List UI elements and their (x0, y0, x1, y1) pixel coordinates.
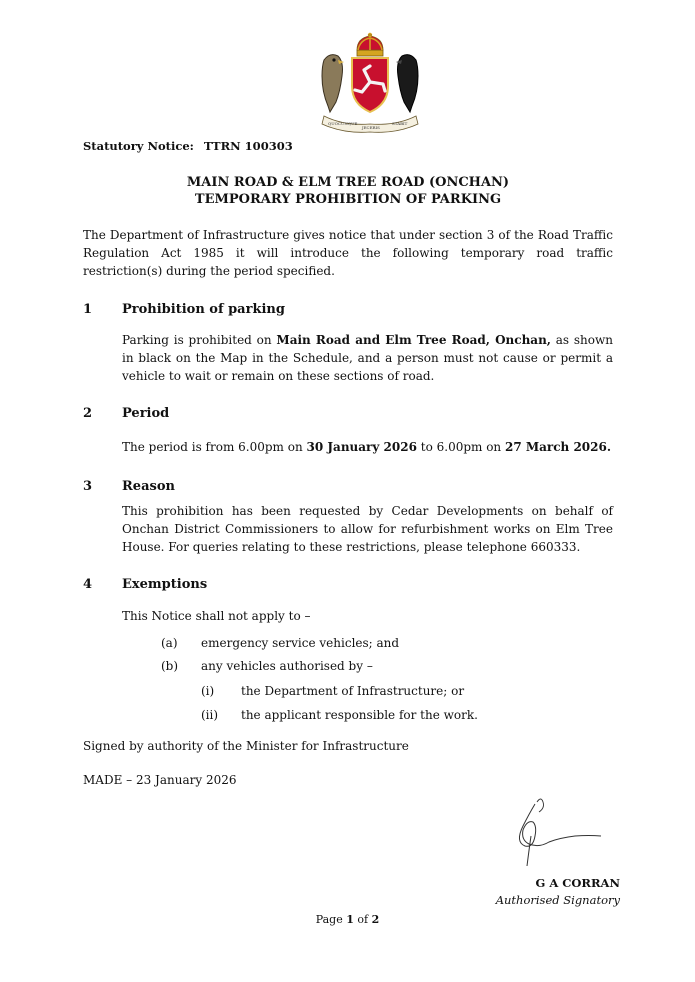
page-word: Page (315, 913, 343, 926)
exemption-b-i-text: the Department of Infrastructure; or (241, 684, 465, 698)
page-total: 2 (371, 913, 380, 926)
motto-word-1: QUOCUNQUE (328, 121, 358, 126)
section-2-text: The period is from 6.00pm on 30 January 2026 to 6.00pm on 27 March 2026. (122, 440, 612, 454)
section-3-text: This prohibition has been requested by Cedar Developments on behalf of Onchan District Commissioners to allow for refurbishment works on Elm Tree House. For queries relating to these restrictions, please telephone 660333. (122, 504, 613, 554)
signatory-name: G A CORRAN (535, 876, 620, 890)
notice-title-line-2: TEMPORARY PROHIBITION OF PARKING (194, 192, 502, 207)
exemption-b-ii-text: the applicant responsible for the work. (241, 708, 478, 722)
section-1-heading: Prohibition of parking (122, 302, 285, 317)
of-word: of (357, 913, 369, 926)
motto-word-2: JECERIS (362, 125, 380, 130)
motto-word-3: STABIT (392, 121, 408, 126)
page-footer (0, 913, 695, 926)
exemption-b-text: any vehicles authorised by – (201, 659, 373, 673)
section-3-number: 3 (83, 479, 93, 494)
notice-title-line-1: MAIN ROAD & ELM TREE ROAD (ONCHAN) (186, 175, 510, 190)
signed-by-authority: Signed by authority of the Minister for Infrastructure (83, 739, 409, 753)
section-1-text: Parking is prohibited on Main Road and Elm Tree Road, Onchan, as shown in black on the Map in the Schedule, and a person must not cause or permit a vehicle to wait or remain on these sections of road. (122, 333, 613, 383)
notice-label: Statutory Notice: (83, 139, 194, 153)
exemptions-intro: This Notice shall not apply to – (122, 609, 311, 623)
section-4-heading: Exemptions (122, 577, 208, 592)
exemption-a-label: (a) (161, 636, 178, 650)
notice-reference: TTRN 100303 (203, 139, 293, 153)
made-date: MADE – 23 January 2026 (83, 773, 237, 787)
isle-of-man-crest-logo (310, 30, 430, 136)
section-2-number: 2 (83, 406, 93, 421)
exemption-b-i-label: (i) (201, 684, 215, 698)
crown-icon (357, 33, 383, 56)
section-2-heading: Period (122, 406, 170, 421)
statutory-notice (83, 139, 293, 153)
page-number: 1 (346, 913, 354, 926)
handwritten-signature (505, 794, 615, 874)
section-3-heading: Reason (122, 479, 175, 494)
section-4-number: 4 (83, 577, 93, 592)
exemption-a-text: emergency service vehicles; and (201, 636, 400, 650)
exemption-b-ii-label: (ii) (201, 708, 219, 722)
signatory-role: Authorised Signatory (495, 893, 620, 907)
intro-paragraph: The Department of Infrastructure gives notice that under section 3 of the Road Traffic Regulation Act 1985 it will introduce the following temporary road traffic restriction(s) during the period specified. (83, 228, 613, 278)
section-1-number: 1 (83, 302, 93, 317)
exemption-b-label: (b) (161, 659, 179, 673)
